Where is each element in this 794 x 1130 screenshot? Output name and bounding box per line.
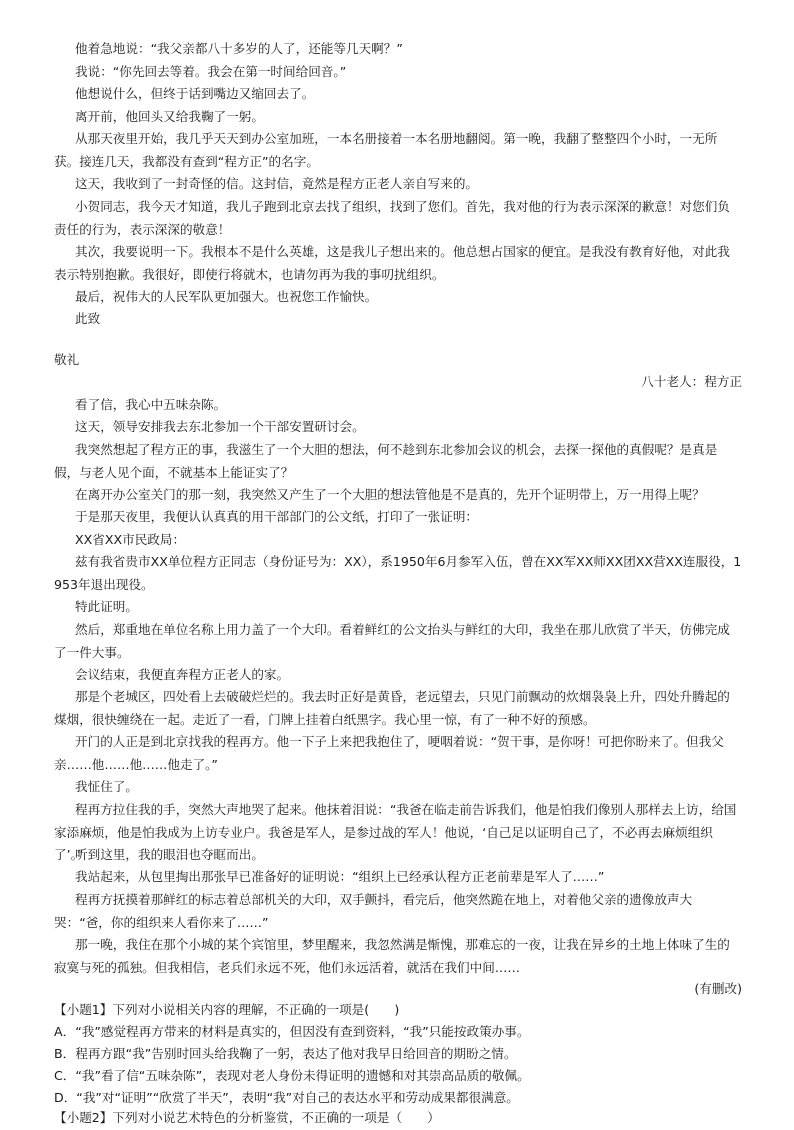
story-paragraph: 开门的人正是到北京找我的程再方。他一下子上来把我抱住了，哽咽着说：“贺干事，是你呀！可把你盼来了。但我父亲……他……他……他走了。” [54, 734, 724, 772]
question-1-option-a: A．“我”感觉程再方带来的材料是真实的，但因没有查到资料，“我”只能按政策办事。 [54, 1024, 530, 1039]
story-paragraph: 他着急地说：“我父亲都八十多岁的人了，还能等几天啊？” [75, 41, 403, 56]
story-paragraph: 会议结束，我便直奔程方正老人的家。 [75, 667, 290, 682]
question-1-option-d: D．“我”对“证明”“欣赏了半天”，表明“我”对自己的表达水平和劳动成果都很满意。 [54, 1090, 519, 1105]
story-paragraph: 我站起来，从包里掏出那张早已准备好的证明说：“组织上已经承认程方正老前辈是军人了……” [75, 869, 605, 884]
story-paragraph: 那是个老城区，四处看上去破破烂烂的。我去时正好是黄昏，老远望去，只见门前飘动的炊烟袅袅上升，四处升腾起的煤烟，很快缠绕在一起。走近了一看，门牌上挂着白纸黑字。我心里一惊，有了一种不好的预感。 [54, 689, 730, 727]
story-paragraph: 他想说什么，但终于话到嘴边又缩回去了。 [75, 86, 315, 101]
edit-note: (有删改) [694, 981, 742, 996]
certificate-recipient: XX省XX市民政局： [75, 532, 186, 547]
certificate-ending: 特此证明。 [75, 599, 138, 614]
story-paragraph: 这天，领导安排我去东北参加一个干部安置研讨会。 [75, 419, 365, 434]
story-paragraph: 这天，我收到了一封奇怪的信。这封信，竟然是程方正老人亲自写来的。 [75, 176, 478, 191]
question-1-option-c: C．“我”看了信“五味杂陈”，表现对老人身份未得证明的遗憾和对其崇高品质的敬佩。 [54, 1068, 530, 1083]
story-paragraph: 离开前，他回头又给我鞠了一躬。 [75, 109, 264, 124]
story-paragraph: 然后，郑重地在单位名称上用力盖了一个大印。看着鲜红的公文抬头与鲜红的大印，我坐在那儿欣赏了半天，仿佛完成了一件大事。 [54, 622, 730, 660]
story-paragraph: 我说：“你先回去等着。我会在第一时间给回音。” [75, 64, 347, 79]
certificate-body: 兹有我省贵市XX单位程方正同志（身份证号为：XX），系1950年6月参军入伍，曾在XX军XX师XX团XX营XX连服役，1953年退出现役。 [54, 554, 742, 592]
question-1-stem: 【小题1】下列对小说相关内容的理解，不正确的一项是( ) [54, 1002, 400, 1017]
story-paragraph: 程再方拉住我的手，突然大声地哭了起来。他抹着泪说：“我爸在临走前告诉我们，他是怕我们像别人那样去上访，给国家添麻烦，他是怕我成为上访专业户。我爸是军人，是参过战的军人！他说，‘自己足以证明自己了，不必再去麻烦组织了’。” [54, 802, 737, 863]
story-paragraph: 从那天夜里开始，我几乎天天到办公室加班，一本名册接着一本名册地翻阅。第一晚，我翻了整整四个小时，一无所获。接连几天，我都没有查到“程方正”的名字。 [54, 131, 718, 169]
story-paragraph: 听到这里，我的眼泪也夺眶而出。 [75, 847, 264, 862]
story-paragraph: 我怔住了。 [75, 779, 138, 794]
letter-paragraph: 小贺同志，我今天才知道，我儿子跑到北京去找了组织，找到了您们。首先，我对他的行为表示深深的歉意！对您们负责任的行为，表示深深的敬意！ [54, 199, 730, 237]
letter-closing: 此致 [75, 311, 101, 326]
story-paragraph: 程再方抚摸着那鲜红的标志着总部机关的大印，双手颤抖，看完后，他突然跪在地上，对着他父亲的遗像放声大哭：“爸，你的组织来人看你来了……” [54, 892, 693, 930]
letter-signature: 八十老人：程方正 [641, 374, 742, 389]
story-paragraph: 看了信，我心中五味杂陈。 [75, 397, 227, 412]
question-2-stem: 【小题2】下列对小说艺术特色的分析鉴赏，不正确的一项是（ ） [54, 1110, 440, 1125]
letter-paragraph: 最后，祝伟大的人民军队更加强大。也祝您工作愉快。 [75, 289, 378, 304]
story-paragraph: 我突然想起了程方正的事，我滋生了一个大胆的想法，何不趁到东北参加会议的机会，去探一探他的真假呢？是真是假，与老人见个面，不就基本上能证实了？ [54, 442, 718, 480]
story-paragraph: 于是那天夜里，我便认认真真的用干部部门的公文纸，打印了一张证明： [75, 509, 478, 524]
question-1-option-b: B．程再方跟“我”告别时回头给我鞠了一躬，表达了他对我早日给回音的期盼之情。 [54, 1046, 517, 1061]
letter-salute: 敬礼 [54, 352, 80, 367]
story-paragraph: 那一晚，我住在那个小城的某个宾馆里，梦里醒来，我忽然满是惭愧，那难忘的一夜，让我在异乡的土地上体味了生的寂寞与死的孤独。但我相信，老兵们永远不死，他们永远活着，就活在我们中间…… [54, 937, 730, 975]
letter-paragraph: 其次，我要说明一下。我根本不是什么英雄，这是我儿子想出来的。他总想占国家的便宜。是我没有教育好他，对此我表示特别抱歉。我很好，即使行将就木，也请勿再为我的事叨扰组织。 [54, 244, 730, 282]
story-paragraph: 在离开办公室关门的那一刻，我突然又产生了一个大胆的想法管他是不是真的，先开个证明带上，万一用得上呢？ [75, 487, 705, 502]
